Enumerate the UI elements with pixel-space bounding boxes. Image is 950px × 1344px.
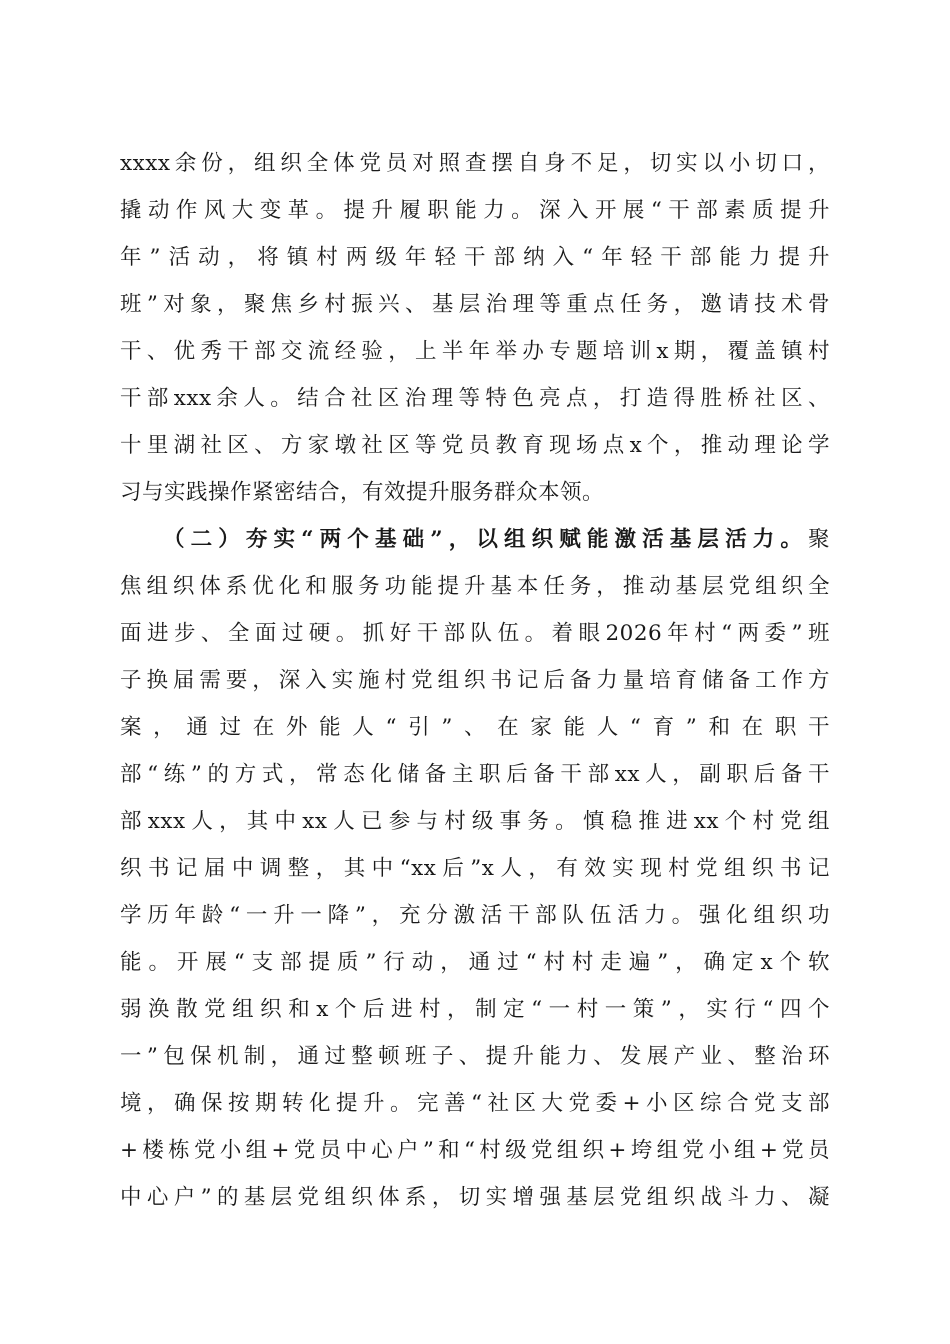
paragraph-2-line-9: 学历年龄“一升一降”，充分激活干部队伍活力。强化组织功 (120, 903, 830, 928)
paragraph-2-line-3: 面进步、全面过硬。抓好干部队伍。着眼2026年村“两委”班 (120, 621, 830, 646)
paragraph-1-line-3: 年”活动，将镇村两级年轻干部纳入“年轻干部能力提升 (120, 245, 830, 270)
paragraph-2-line-15: 中心户”的基层党组织体系，切实增强基层党组织战斗力、凝 (120, 1185, 830, 1210)
body-text (120, 140, 830, 1221)
section-heading: （二）夯实“两个基础”，以组织赋能激活基层活力。 (163, 527, 808, 552)
paragraph-2-line-4: 子换届需要，深入实施村党组织书记后备力量培育储备工作方 (120, 668, 830, 693)
paragraph-1-line-1: xxxx余份，组织全体党员对照查摆自身不足，切实以小切口， (120, 151, 830, 176)
paragraph-2-line-8: 织书记届中调整，其中“xx后”x人，有效实现村党组织书记 (120, 856, 830, 881)
paragraph-2-line-12: 一”包保机制，通过整顿班子、提升能力、发展产业、整治环 (120, 1044, 830, 1069)
paragraph-2-line-14: +楼栋党小组+党员中心户”和“村级党组织+垮组党小组+党员 (120, 1138, 830, 1163)
paragraph-2-line-5: 案，通过在外能人“引”、在家能人“育”和在职干 (120, 715, 830, 740)
paragraph-1-line-6: 干部xxx余人。结合社区治理等特色亮点，打造得胜桥社区、 (120, 386, 830, 411)
paragraph-1-line-4: 班”对象，聚焦乡村振兴、基层治理等重点任务，邀请技术骨 (120, 292, 830, 317)
paragraph-2-first-line (120, 516, 830, 563)
paragraph-1-line-7: 十里湖社区、方家墩社区等党员教育现场点x个，推动理论学 (120, 433, 830, 458)
paragraph-2-line-11: 弱涣散党组织和x个后进村，制定“一村一策”，实行“四个 (120, 997, 830, 1022)
paragraph-1-line-8: 习与实践操作紧密结合，有效提升服务群众本领。 (120, 480, 605, 505)
paragraph-1-line-5: 干、优秀干部交流经验，上半年举办专题培训x期，覆盖镇村 (120, 339, 830, 364)
paragraph-1-line-2: 撬动作风大变革。提升履职能力。深入开展“干部素质提升 (120, 198, 830, 223)
paragraph-2-line-7: 部xxx人，其中xx人已参与村级事务。慎稳推进xx个村党组 (120, 809, 830, 834)
paragraph-2-first-line-rest: 聚 (807, 527, 830, 552)
paragraph-2-line-2: 焦组织体系优化和服务功能提升基本任务，推动基层党组织全 (120, 574, 830, 599)
paragraph-2-line-13: 境，确保按期转化提升。完善“社区大党委+小区综合党支部 (120, 1091, 830, 1116)
paragraph-2-line-10: 能。开展“支部提质”行动，通过“村村走遍”，确定x个软 (120, 950, 830, 975)
paragraph-2-line-6: 部“练”的方式，常态化储备主职后备干部xx人，副职后备干 (120, 762, 830, 787)
